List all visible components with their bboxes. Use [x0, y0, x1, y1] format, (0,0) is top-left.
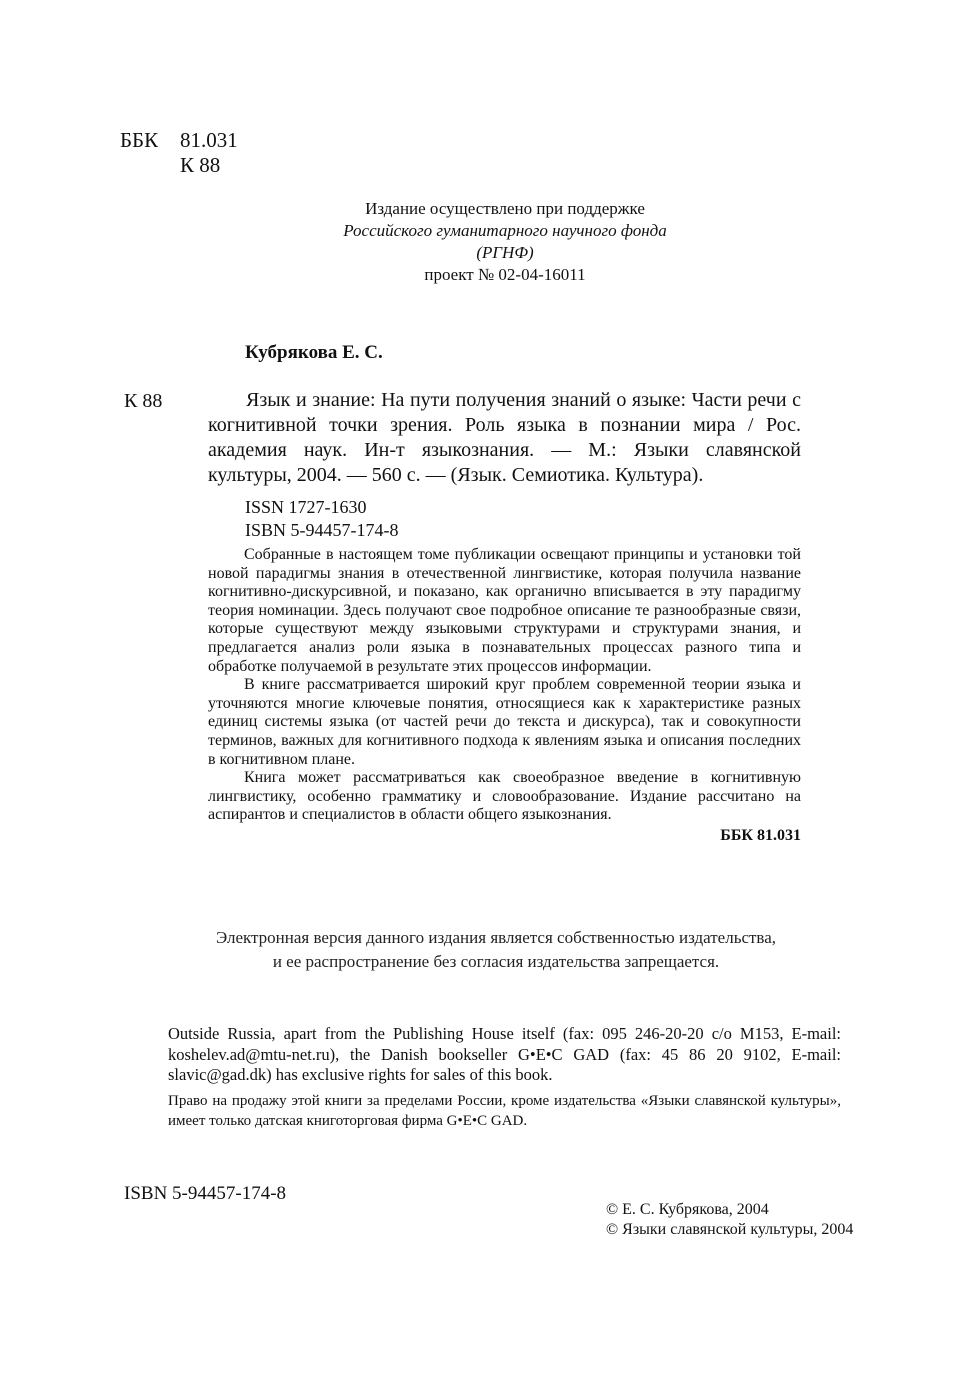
annotation: [208, 546, 801, 846]
sales-rights: [168, 1024, 841, 1131]
entry-sign: К 88: [124, 390, 163, 412]
notice-line-2: и ее распространение без согласия издательства запрещается.: [272, 952, 720, 971]
copyright-author: © Е. С. Кубрякова, 2004: [606, 1201, 769, 1218]
electronic-version-notice: [150, 926, 842, 974]
annotation-paragraph-2: В книге рассматривается широкий круг проблем современной теории языка и уточняются многие ключевые понятия, относящиеся как к характеристике разных единиц системы языка (от частей речи до текста и дискурса), так и совокупности терминов, важных для когнитивного подхода к явлениям языка и описания последних в когнитивном плане.: [208, 676, 801, 768]
copyright: [606, 1200, 853, 1240]
identifiers: [245, 496, 399, 542]
support-notice: [300, 198, 710, 286]
title-text: Язык и знание: На пути получения знаний о языке: Части речи с когнитивной точки зрения. Роль языка в познании мира / Рос. академия наук. Ин-т языкознания. — М.: Языки славянской культуры, 2004. — 560 с. — (Язык. Семиотика. Культура).: [208, 389, 801, 486]
author-name: Кубрякова Е. С.: [245, 342, 383, 363]
author-sign: К 88: [180, 153, 221, 177]
annotation-paragraph-3: Книга может рассматриваться как своеобразное введение в когнитивную лингвистику, особенно грамматику и словообразование. Издание рассчитано на аспирантов и специалистов в области общего языкознания.: [208, 769, 801, 824]
copyright-publisher: © Языки славянской культуры, 2004: [606, 1221, 854, 1238]
support-project: проект № 02-04-16011: [424, 265, 586, 284]
support-line: Издание осуществлено при поддержке: [365, 199, 645, 218]
annotation-bbk: ББК 81.031: [720, 826, 801, 844]
bibliographic-title: [208, 388, 801, 488]
isbn: ISBN 5-94457-174-8: [245, 520, 399, 540]
annotation-paragraph-1: Собранные в настоящем томе публикации освещают принципы и установки той новой парадигмы знания в отечественной лингвистике, которая получила название когнитивно-дискурсивной, и показано, как органично вписывается в эту парадигму теория номинации. Здесь получают свое подробное описание те разнообразные связи, которые существуют между языковыми структурами и структурами знания, и предлагается анализ роли языка в познавательных процессах разного типа и обработке получаемой в результате этих процессов информации.: [208, 546, 801, 675]
support-foundation: Российского гуманитарного научного фонда: [343, 221, 667, 240]
sales-rights-ru: Право на продажу этой книги за пределами России, кроме издательства «Языки славянской культуры», имеет только датская книготорговая фирма G•E•C GAD.: [168, 1092, 841, 1129]
support-abbrev: (РГНФ): [476, 243, 534, 262]
isbn-bottom: ISBN 5-94457-174-8: [124, 1183, 287, 1204]
issn: ISSN 1727-1630: [245, 497, 367, 517]
sales-rights-en: Outside Russia, apart from the Publishing House itself (fax: 095 246-20-20 c/o M153, E-mail: koshelev.ad@mtu-net.ru), the Danish bookseller G•E•C GAD (fax: 45 86 20 9102, E-mail: slavic@gad.dk) has exclusive rights for sales of this book.: [168, 1024, 841, 1084]
bbk-label: ББК: [120, 128, 159, 152]
bbk-code: 81.031: [180, 128, 238, 152]
notice-line-1: Электронная версия данного издания является собственностью издательства,: [215, 928, 777, 947]
